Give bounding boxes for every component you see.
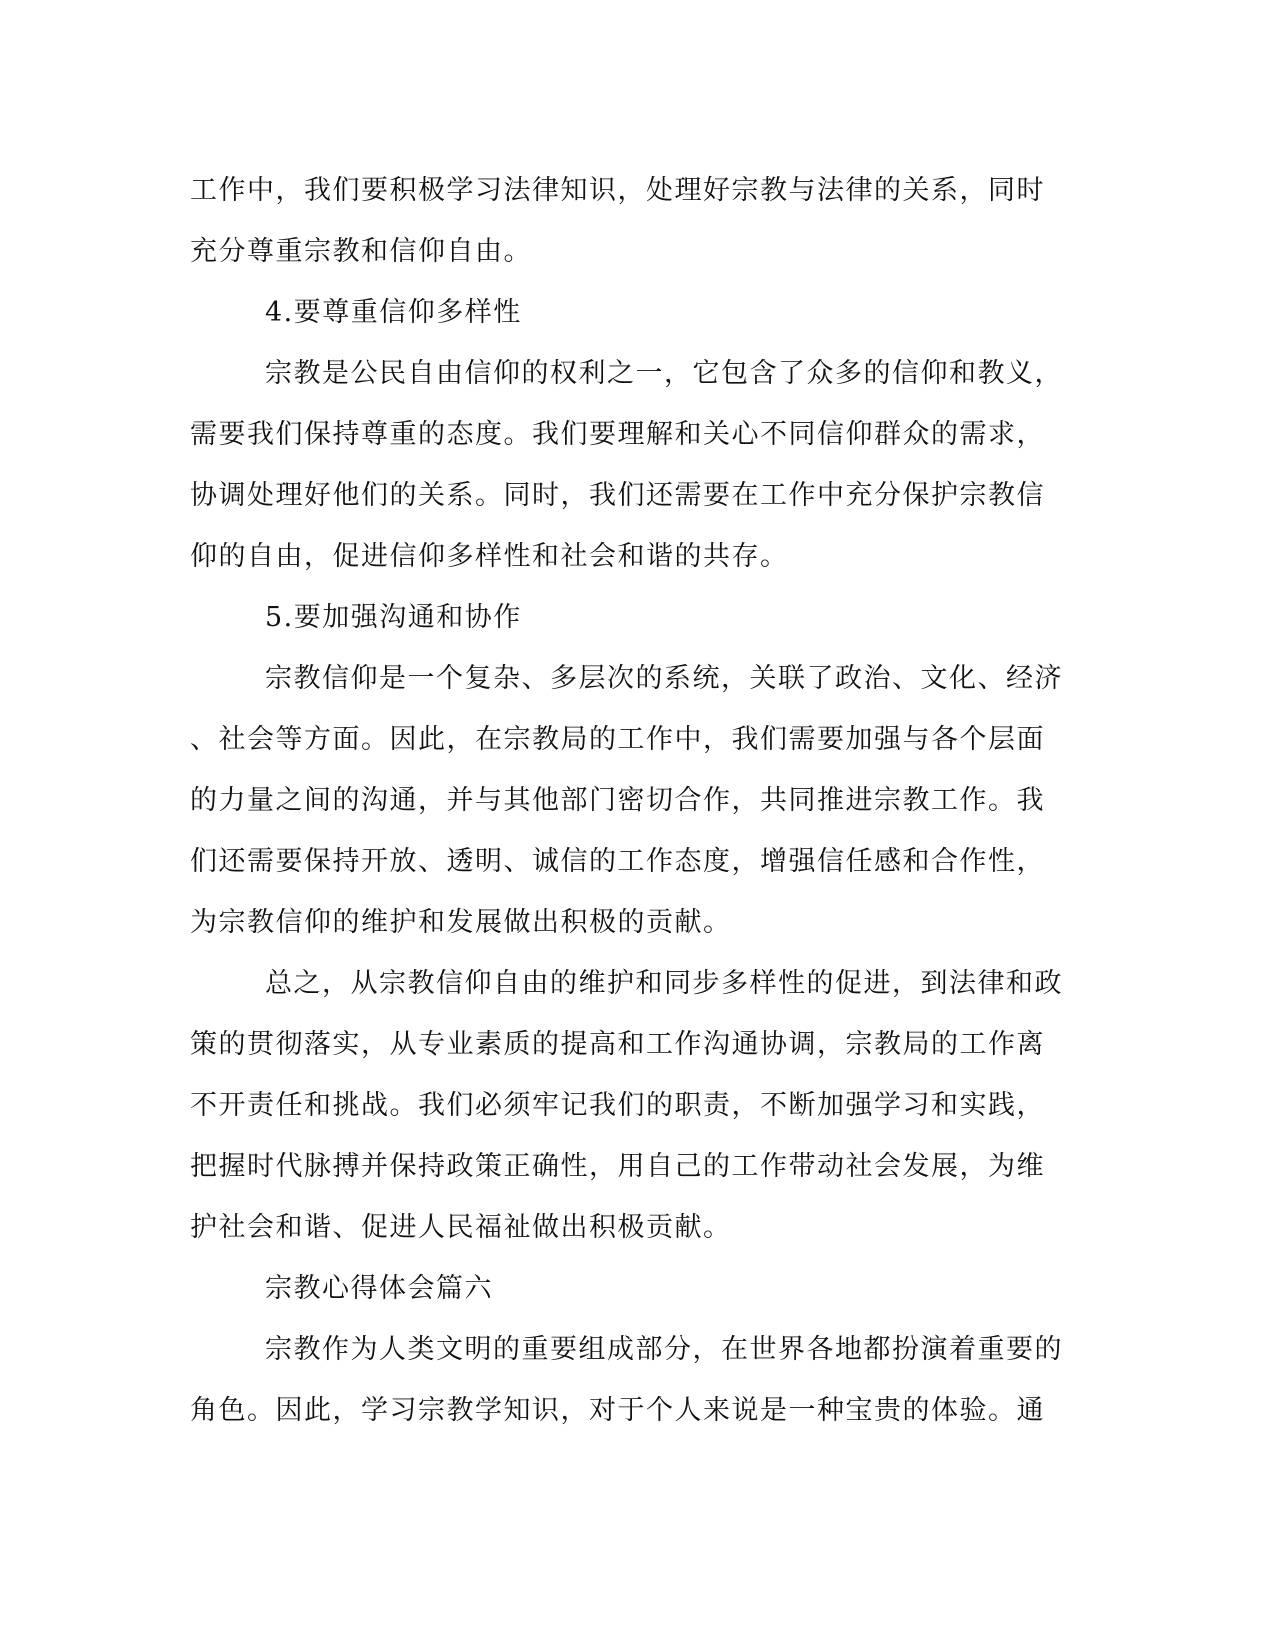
text-line: 护社会和谐、促进人民福祉做出积极贡献。 [190, 1212, 732, 1243]
text-line: 的力量之间的沟通，并与其他部门密切合作，共同推进宗教工作。我 [190, 785, 1045, 816]
text-line: 仰的自由，促进信仰多样性和社会和谐的共存。 [190, 541, 789, 572]
text-line: 把握时代脉搏并保持政策正确性，用自己的工作带动社会发展，为维 [190, 1151, 1045, 1182]
text-line: 角色。因此，学习宗教学知识，对于个人来说是一种宝贵的体验。通 [190, 1395, 1045, 1426]
text-line: 宗教心得体会篇六 [265, 1273, 493, 1304]
text-line: 需要我们保持尊重的态度。我们要理解和关心不同信仰群众的需求， [190, 419, 1045, 450]
text-line: 、社会等方面。因此，在宗教局的工作中，我们需要加强与各个层面 [190, 724, 1045, 755]
text-line: 总之，从宗教信仰自由的维护和同步多样性的促进，到法律和政 [265, 968, 1063, 999]
text-line: 充分尊重宗教和信仰自由。 [190, 236, 532, 267]
text-line: 工作中，我们要积极学习法律知识，处理好宗教与法律的关系，同时 [190, 175, 1045, 206]
text-line: 4.要尊重信仰多样性 [265, 297, 522, 328]
text-line: 宗教是公民自由信仰的权利之一，它包含了众多的信仰和教义， [265, 358, 1063, 389]
text-line: 策的贯彻落实，从专业素质的提高和工作沟通协调，宗教局的工作离 [190, 1029, 1045, 1060]
text-line: 5.要加强沟通和协作 [265, 602, 522, 633]
text-line: 为宗教信仰的维护和发展做出积极的贡献。 [190, 907, 732, 938]
document-body [190, 160, 1080, 1441]
text-line: 宗教作为人类文明的重要组成部分，在世界各地都扮演着重要的 [265, 1334, 1063, 1365]
text-line: 不开责任和挑战。我们必须牢记我们的职责，不断加强学习和实践， [190, 1090, 1045, 1121]
text-line: 们还需要保持开放、透明、诚信的工作态度，增强信任感和合作性， [190, 846, 1045, 877]
text-line: 宗教信仰是一个复杂、多层次的系统，关联了政治、文化、经济 [265, 663, 1063, 694]
text-line: 协调处理好他们的关系。同时，我们还需要在工作中充分保护宗教信 [190, 480, 1045, 511]
